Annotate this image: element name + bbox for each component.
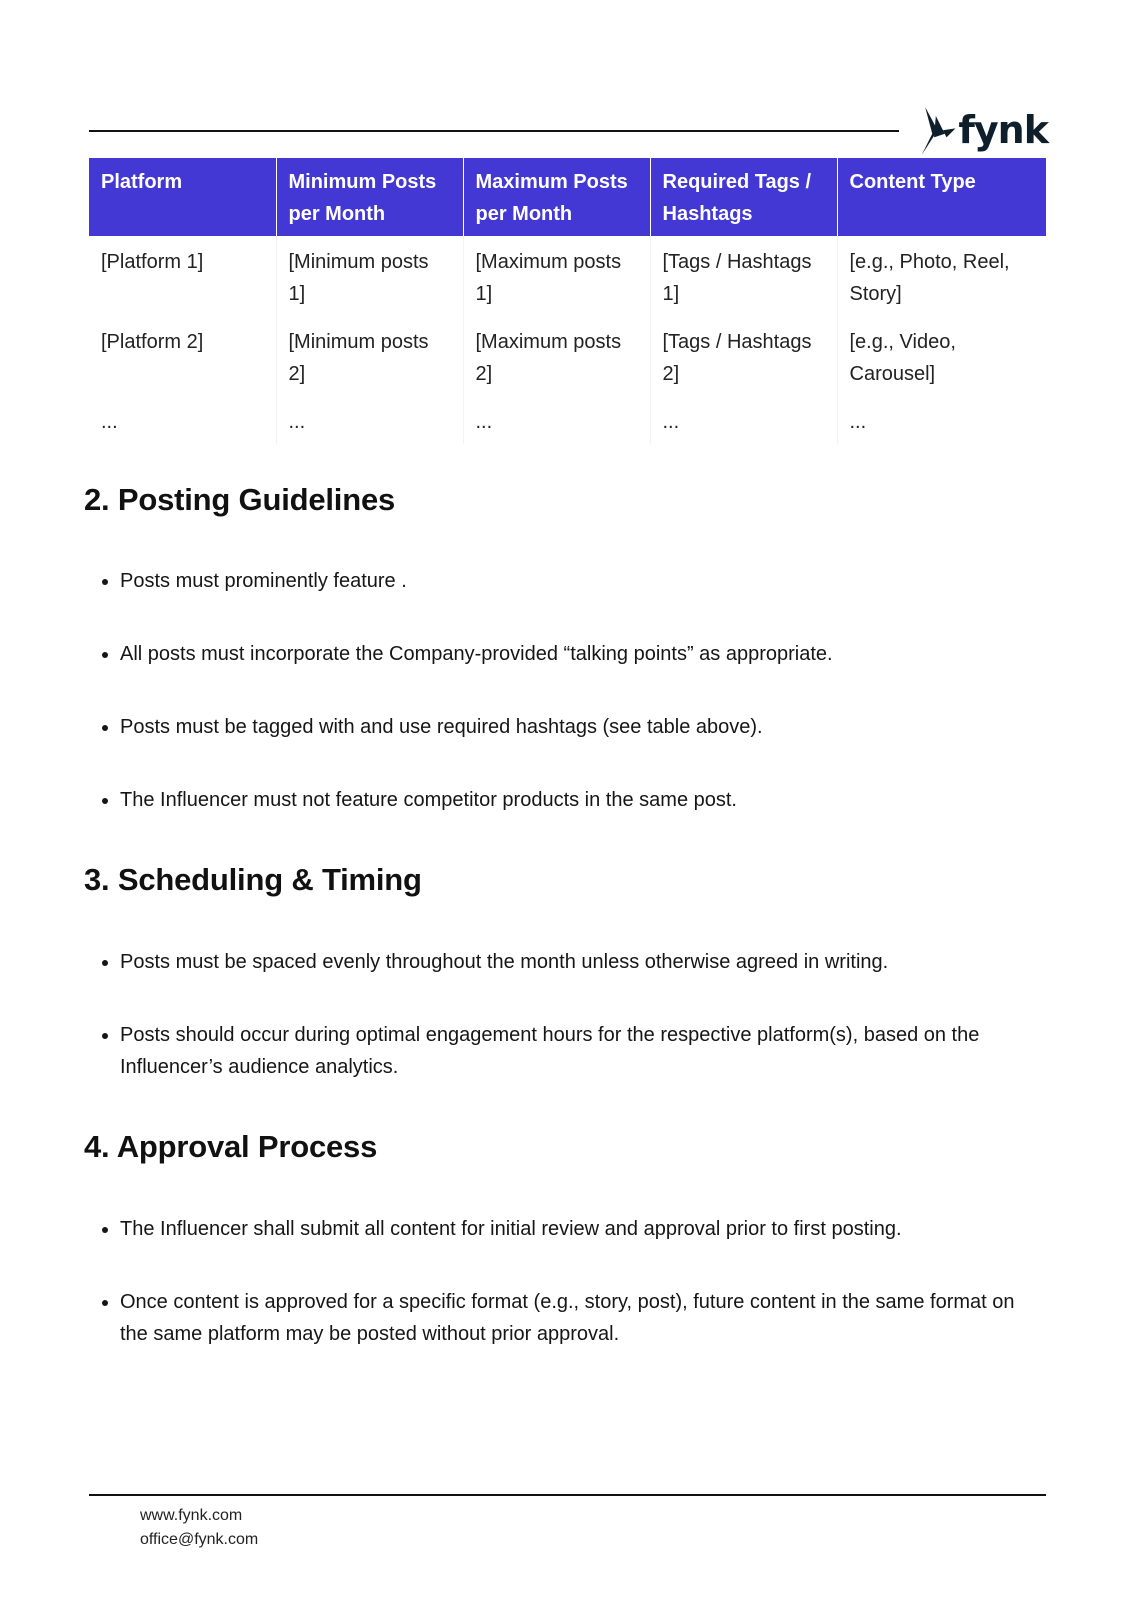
posting-requirements-table	[89, 158, 1046, 444]
brand-logo	[918, 104, 1048, 160]
list-item: Posts must be spaced evenly throughout the month unless otherwise agreed in writing.	[96, 946, 1036, 978]
posting-guidelines-list	[96, 565, 1036, 816]
table-cell: [e.g., Video, Carousel]	[837, 316, 1046, 396]
list-item: All posts must incorporate the Company-provided “talking points” as appropriate.	[96, 638, 1036, 670]
column-header-platform: Platform	[89, 158, 276, 236]
table-cell: ...	[463, 396, 650, 444]
table-cell: [Maximum posts 2]	[463, 316, 650, 396]
table-cell: ...	[837, 396, 1046, 444]
header-divider	[89, 130, 899, 132]
section-heading-scheduling-timing: 3. Scheduling & Timing	[84, 862, 422, 897]
table-cell: [Maximum posts 1]	[463, 236, 650, 316]
column-header-content-type: Content Type	[837, 158, 1046, 236]
column-header-maximum-posts: Maximum Posts per Month	[463, 158, 650, 236]
table-cell: [Minimum posts 2]	[276, 316, 463, 396]
column-header-required-tags: Required Tags / Hashtags	[650, 158, 837, 236]
table-cell: [Platform 1]	[101, 251, 204, 273]
footer-website-link[interactable]: www.fynk.com	[140, 1507, 243, 1524]
table-row	[89, 396, 1046, 444]
table-cell: [Platform 2]	[101, 331, 204, 353]
footer-divider	[89, 1494, 1046, 1496]
scheduling-timing-list	[96, 946, 1036, 1083]
list-item: The Influencer must not feature competitor products in the same post.	[96, 784, 1036, 816]
table-cell: [e.g., Photo, Reel, Story]	[837, 236, 1046, 316]
logo-text: fynk	[958, 108, 1048, 152]
footer	[140, 1504, 258, 1552]
footer-email-link[interactable]: office@fynk.com	[140, 1531, 259, 1548]
list-item: Once content is approved for a specific format (e.g., story, post), future content in the same format on the same platform may be posted without prior approval.	[96, 1286, 1036, 1350]
table-cell: [Minimum posts 1]	[276, 236, 463, 316]
table-row	[89, 236, 1046, 316]
list-item: The Influencer shall submit all content for initial review and approval prior to first posting.	[96, 1213, 1036, 1245]
list-item: Posts should occur during optimal engagement hours for the respective platform(s), based on the Influencer’s audience analytics.	[96, 1019, 1036, 1083]
section-heading-posting-guidelines: 2. Posting Guidelines	[84, 482, 396, 517]
table-cell: [Tags / Hashtags 1]	[650, 236, 837, 316]
table-cell: ...	[101, 411, 118, 433]
table-header-row	[89, 158, 1046, 236]
section-heading-approval-process: 4. Approval Process	[84, 1129, 378, 1164]
table-cell: [Tags / Hashtags 2]	[650, 316, 837, 396]
table-cell: ...	[650, 396, 837, 444]
table-cell: ...	[276, 396, 463, 444]
approval-process-list	[96, 1213, 1036, 1350]
list-item: Posts must be tagged with and use required hashtags (see table above).	[96, 711, 1036, 743]
list-item: Posts must prominently feature .	[96, 565, 1036, 597]
table-row	[89, 316, 1046, 396]
column-header-minimum-posts: Minimum Posts per Month	[276, 158, 463, 236]
